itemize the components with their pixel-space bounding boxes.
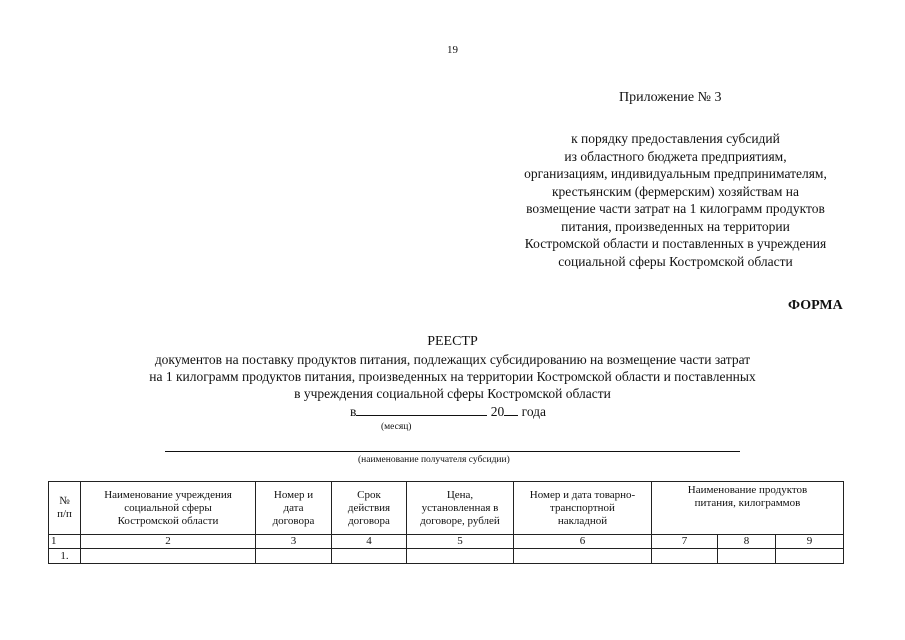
table-cell[interactable] bbox=[407, 549, 514, 564]
table-cell[interactable] bbox=[652, 549, 718, 564]
header-contract-number: Номер и дата договора bbox=[256, 482, 332, 535]
registry-description-line: в учреждения социальной сферы Костромской области bbox=[294, 386, 611, 401]
month-caption: (месяц) bbox=[381, 422, 412, 432]
appendix-description bbox=[498, 130, 853, 270]
table-column-numbers-row bbox=[49, 535, 844, 549]
registry-description bbox=[0, 351, 905, 402]
header-contract-term: Срок действия договора bbox=[332, 482, 407, 535]
period-prefix: в bbox=[350, 404, 357, 419]
appendix-description-line: из областного бюджета предприятиям, bbox=[564, 148, 787, 164]
column-number: 4 bbox=[332, 535, 407, 549]
column-number: 5 bbox=[407, 535, 514, 549]
recipient-line bbox=[165, 451, 740, 452]
period-suffix: года bbox=[521, 404, 547, 419]
period-line bbox=[350, 403, 546, 420]
appendix-description-line: к порядку предоставления субсидий bbox=[571, 131, 780, 146]
table-cell[interactable] bbox=[776, 549, 844, 564]
header-waybill: Номер и дата товарно- транспортной накладной bbox=[514, 482, 652, 535]
table-cell[interactable] bbox=[718, 549, 776, 564]
appendix-description-line: крестьянским (фермерским) хозяйствам на bbox=[551, 183, 800, 199]
table-cell[interactable] bbox=[332, 549, 407, 564]
form-label: ФОРМА bbox=[788, 298, 843, 313]
header-price: Цена, установленная в договоре, рублей bbox=[407, 482, 514, 535]
header-products: Наименование продуктов питания, килограммов bbox=[652, 482, 844, 535]
month-blank bbox=[356, 403, 487, 416]
table-row bbox=[49, 549, 844, 564]
appendix-description-line: питания, произведенных на территории bbox=[561, 218, 790, 234]
column-number: 9 bbox=[776, 535, 844, 549]
header-number: № п/п bbox=[49, 482, 81, 535]
column-number: 8 bbox=[718, 535, 776, 549]
appendix-description-line: Костромской области и поставленных в учреждения bbox=[524, 236, 827, 251]
appendix-description-line: социальной сферы Костромской области bbox=[558, 253, 793, 269]
header-institution: Наименование учреждения социальной сферы Костромской области bbox=[81, 482, 256, 535]
column-number: 3 bbox=[256, 535, 332, 549]
year-prefix: 20 bbox=[490, 404, 505, 419]
table-cell[interactable] bbox=[256, 549, 332, 564]
table-cell[interactable] bbox=[81, 549, 256, 564]
year-blank bbox=[504, 403, 518, 416]
table-header-row bbox=[49, 482, 844, 535]
appendix-description-line: возмещение части затрат на 1 килограмм продуктов bbox=[526, 201, 825, 216]
registry-description-line: на 1 килограмм продуктов питания, произведенных на территории Костромской области и поставленных bbox=[149, 369, 756, 384]
appendix-description-line: организациям, индивидуальным предпринимателям, bbox=[524, 166, 827, 181]
recipient-caption: (наименование получателя субсидии) bbox=[358, 455, 510, 465]
column-number: 1 bbox=[49, 535, 81, 549]
registry-table bbox=[48, 481, 844, 564]
row-number: 1. bbox=[49, 549, 81, 564]
registry-description-line: документов на поставку продуктов питания, подлежащих субсидированию на возмещение части затрат bbox=[154, 352, 751, 367]
registry-heading: РЕЕСТР bbox=[427, 334, 478, 349]
appendix-title: Приложение № 3 bbox=[619, 90, 722, 105]
column-number: 2 bbox=[81, 535, 256, 549]
column-number: 7 bbox=[652, 535, 718, 549]
page-number: 19 bbox=[447, 44, 458, 56]
column-number: 6 bbox=[514, 535, 652, 549]
table-cell[interactable] bbox=[514, 549, 652, 564]
